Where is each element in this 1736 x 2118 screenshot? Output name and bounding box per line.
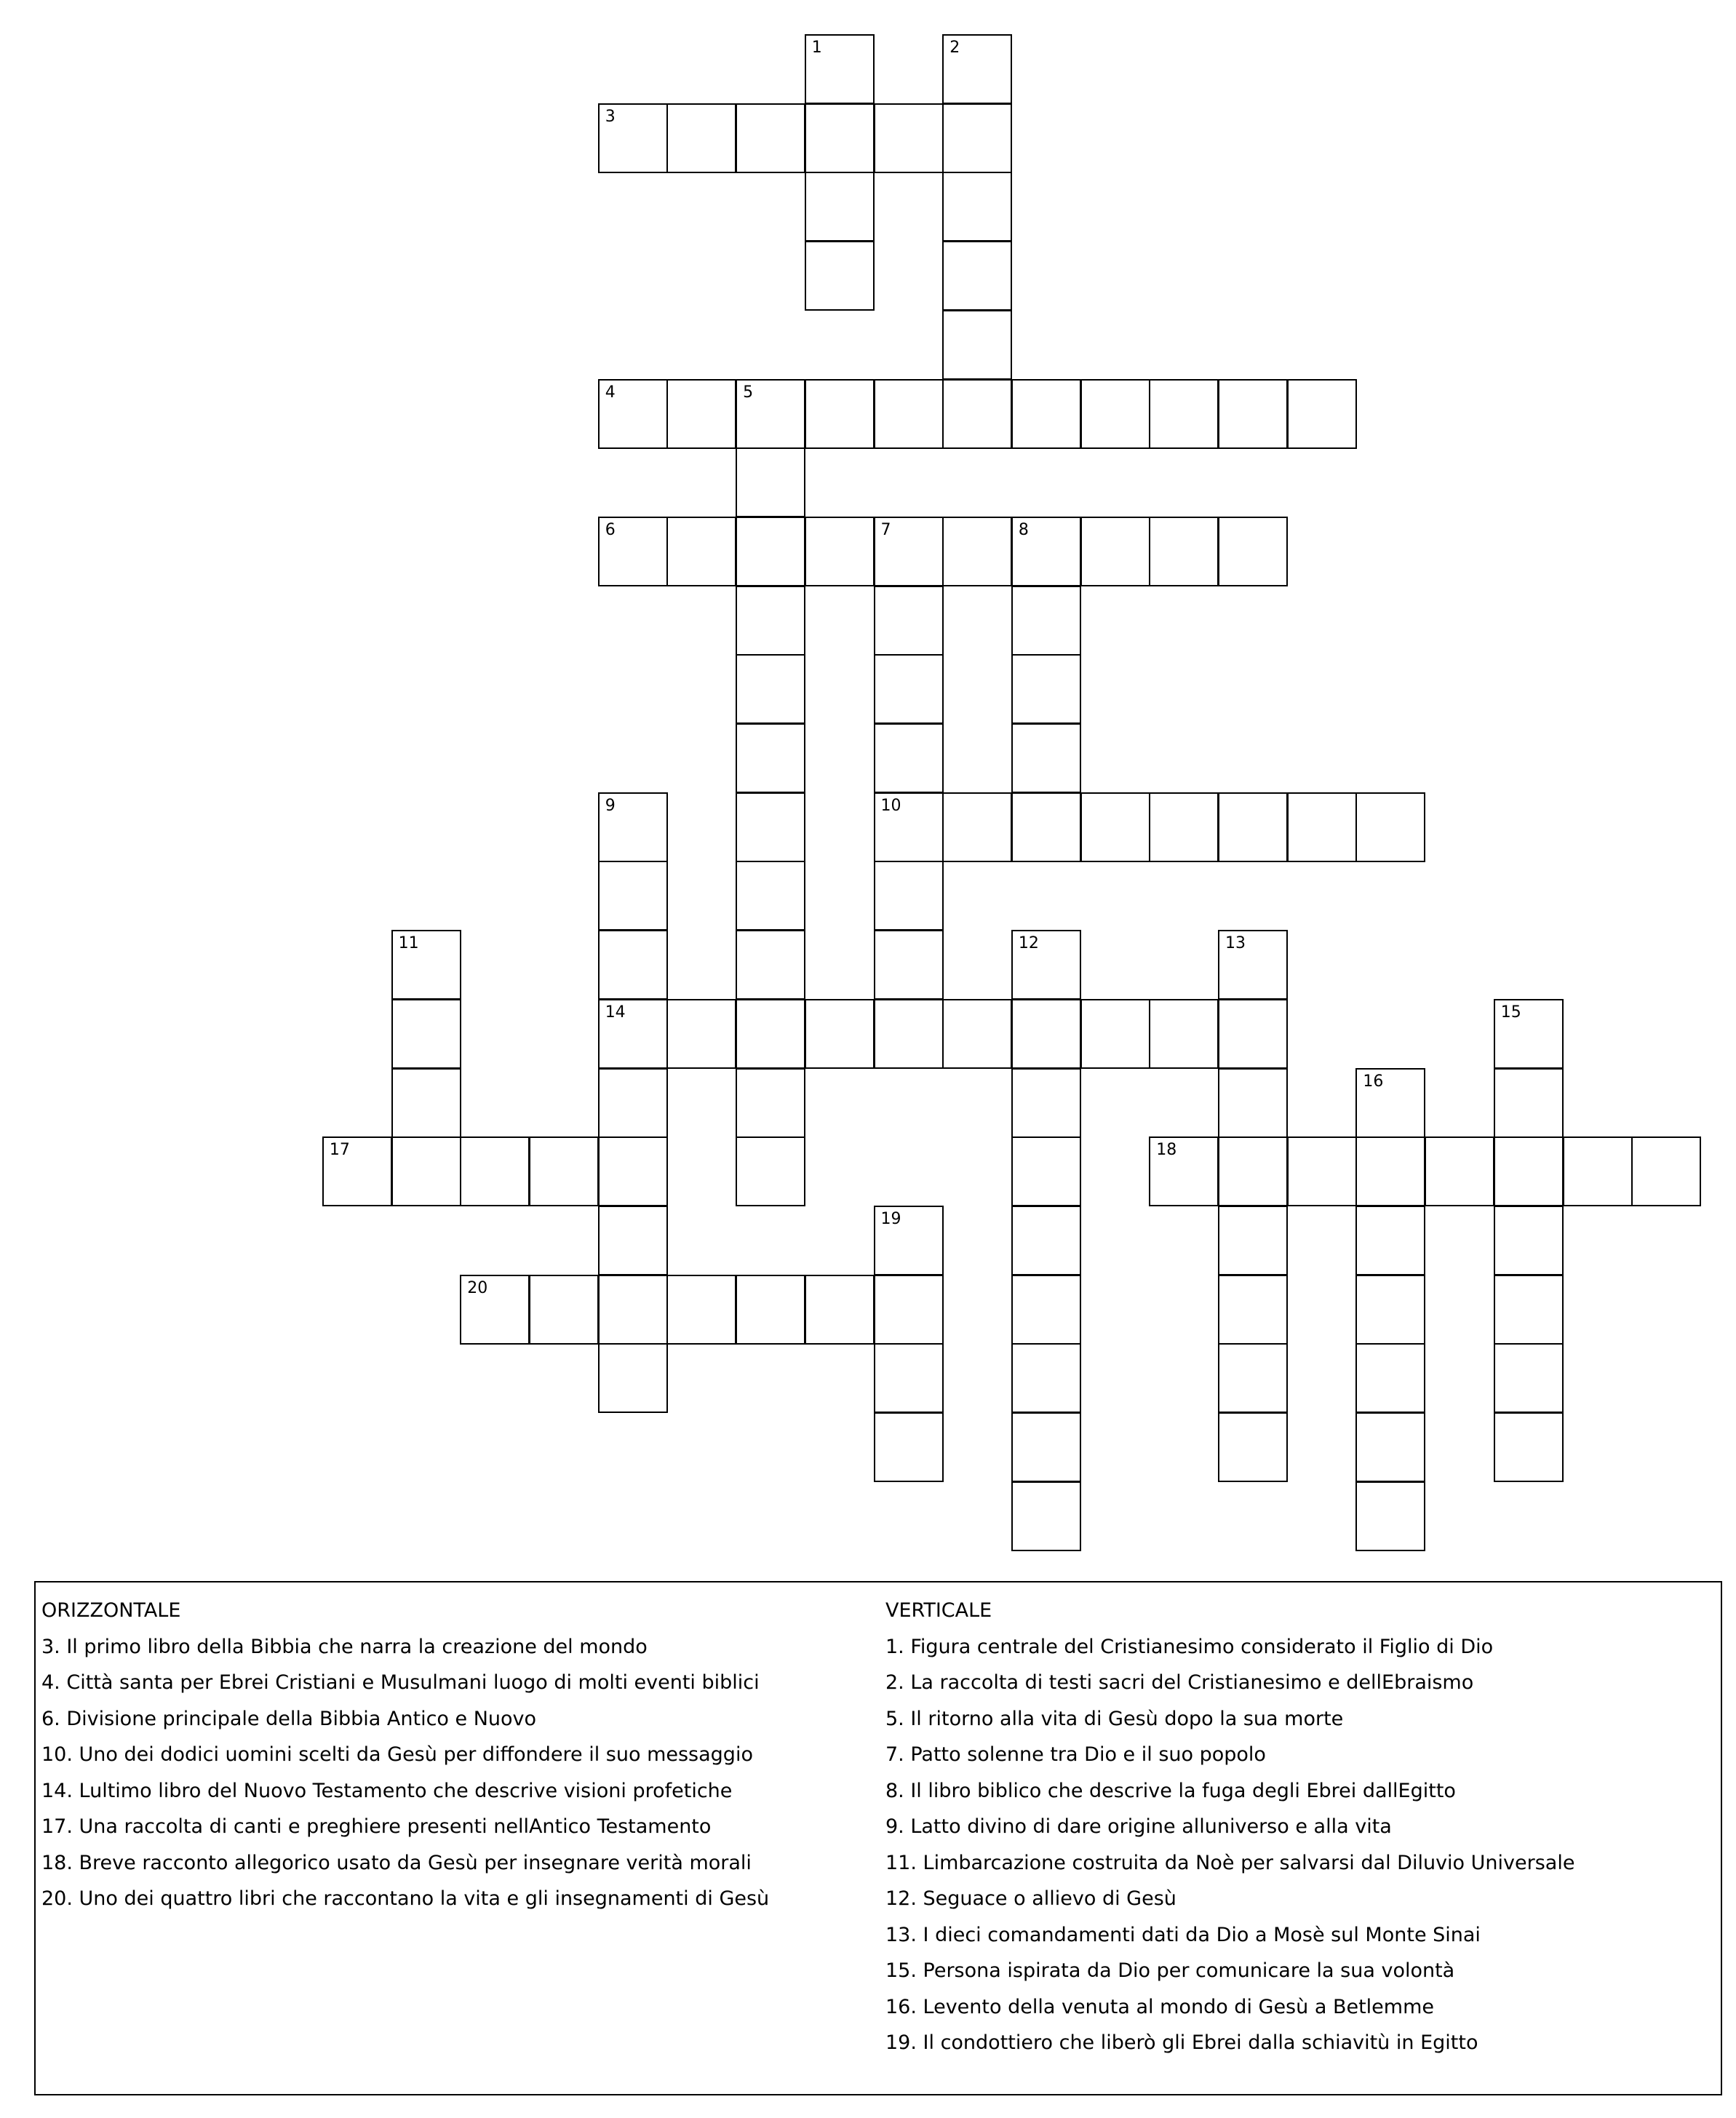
grid-cell[interactable] bbox=[874, 1343, 944, 1413]
grid-cell[interactable] bbox=[736, 103, 805, 173]
grid-cell[interactable] bbox=[942, 241, 1012, 311]
grid-cell[interactable] bbox=[666, 1275, 736, 1345]
grid-cell[interactable] bbox=[1011, 654, 1081, 724]
grid-cell[interactable] bbox=[736, 379, 805, 449]
clue-number: 3 bbox=[605, 107, 616, 126]
grid-cell[interactable] bbox=[874, 1412, 944, 1482]
grid-cell[interactable] bbox=[1218, 999, 1288, 1069]
clue-number: 8 bbox=[1018, 520, 1029, 539]
grid-cell[interactable] bbox=[736, 586, 805, 656]
grid-cell[interactable] bbox=[391, 1068, 461, 1138]
grid-cell[interactable] bbox=[529, 1275, 599, 1345]
grid-cell[interactable] bbox=[1149, 379, 1219, 449]
grid-cell[interactable] bbox=[942, 172, 1012, 242]
grid-cell[interactable] bbox=[1494, 1136, 1564, 1206]
clue-number: 6 bbox=[605, 520, 616, 539]
grid-cell[interactable] bbox=[1011, 1412, 1081, 1482]
grid-cell[interactable] bbox=[1494, 1206, 1564, 1275]
grid-cell[interactable] bbox=[1355, 1412, 1425, 1482]
grid-cell[interactable] bbox=[736, 861, 805, 931]
grid-cell[interactable] bbox=[1494, 1343, 1564, 1413]
grid-cell[interactable] bbox=[736, 723, 805, 793]
grid-cell[interactable] bbox=[1011, 723, 1081, 793]
across-clue: 14. Lultimo libro del Nuovo Testamento che descrive visioni profetiche bbox=[41, 1779, 733, 1802]
grid-cell[interactable] bbox=[666, 379, 736, 449]
grid-cell[interactable] bbox=[598, 1206, 668, 1275]
grid-cell[interactable] bbox=[1149, 792, 1219, 862]
grid-cell[interactable] bbox=[1011, 999, 1081, 1069]
grid-cell[interactable] bbox=[1080, 792, 1150, 862]
grid-cell[interactable] bbox=[1080, 379, 1150, 449]
down-clue: 13. I dieci comandamenti dati da Dio a Mosè sul Monte Sinai bbox=[885, 1923, 1481, 1946]
grid-cell[interactable] bbox=[598, 1275, 668, 1345]
grid-cell[interactable] bbox=[322, 1136, 392, 1206]
grid-cell[interactable] bbox=[598, 930, 668, 1000]
across-clue: 18. Breve racconto allegorico usato da Gesù per insegnare verità morali bbox=[41, 1851, 752, 1874]
clue-number: 14 bbox=[605, 1003, 626, 1022]
grid-cell[interactable] bbox=[1218, 1412, 1288, 1482]
grid-cell[interactable] bbox=[1494, 999, 1564, 1069]
grid-cell[interactable] bbox=[460, 1136, 530, 1206]
grid-cell[interactable] bbox=[598, 792, 668, 862]
across-clue: 17. Una raccolta di canti e preghiere presenti nellAntico Testamento bbox=[41, 1815, 712, 1838]
grid-cell[interactable] bbox=[1218, 517, 1288, 586]
grid-cell[interactable] bbox=[1494, 1068, 1564, 1138]
grid-cell[interactable] bbox=[1218, 792, 1288, 862]
across-clue: 10. Uno dei dodici uomini scelti da Gesù per diffondere il suo messaggio bbox=[41, 1743, 753, 1766]
grid-cell[interactable] bbox=[736, 1068, 805, 1138]
grid-cell[interactable] bbox=[598, 1068, 668, 1138]
grid-cell[interactable] bbox=[1011, 517, 1081, 586]
grid-cell[interactable] bbox=[1218, 1275, 1288, 1345]
grid-cell[interactable] bbox=[942, 34, 1012, 104]
down-clue: 9. Latto divino di dare origine alluniverso e alla vita bbox=[885, 1815, 1392, 1838]
grid-cell[interactable] bbox=[1355, 1275, 1425, 1345]
grid-cell[interactable] bbox=[598, 103, 668, 173]
grid-cell[interactable] bbox=[736, 792, 805, 862]
grid-cell[interactable] bbox=[598, 1136, 668, 1206]
grid-cell[interactable] bbox=[1011, 379, 1081, 449]
down-clue: 19. Il condottiero che liberò gli Ebrei dalla schiavitù in Egitto bbox=[885, 2031, 1478, 2054]
grid-cell[interactable] bbox=[1563, 1136, 1633, 1206]
down-clue: 2. La raccolta di testi sacri del Cristianesimo e dellEbraismo bbox=[885, 1671, 1474, 1694]
grid-cell[interactable] bbox=[1218, 1206, 1288, 1275]
grid-cell[interactable] bbox=[1425, 1136, 1494, 1206]
clue-number: 11 bbox=[398, 934, 419, 953]
grid-cell[interactable] bbox=[942, 999, 1012, 1069]
grid-cell[interactable] bbox=[460, 1275, 530, 1345]
grid-cell[interactable] bbox=[736, 447, 805, 517]
clue-number: 4 bbox=[605, 383, 616, 402]
grid-cell[interactable] bbox=[1494, 1412, 1564, 1482]
clue-number: 19 bbox=[880, 1209, 901, 1228]
grid-cell[interactable] bbox=[1355, 792, 1425, 862]
grid-cell[interactable] bbox=[805, 999, 875, 1069]
clue-number: 15 bbox=[1500, 1003, 1521, 1022]
grid-cell[interactable] bbox=[1011, 1206, 1081, 1275]
grid-cell[interactable] bbox=[874, 999, 944, 1069]
grid-cell[interactable] bbox=[1218, 1068, 1288, 1138]
grid-cell[interactable] bbox=[874, 792, 944, 862]
grid-cell[interactable] bbox=[1011, 1343, 1081, 1413]
clue-number: 10 bbox=[880, 796, 901, 815]
grid-cell[interactable] bbox=[1355, 1206, 1425, 1275]
grid-cell[interactable] bbox=[1011, 1481, 1081, 1551]
grid-cell[interactable] bbox=[736, 1275, 805, 1345]
clue-number: 7 bbox=[880, 520, 891, 539]
grid-cell[interactable] bbox=[1355, 1136, 1425, 1206]
clue-number: 18 bbox=[1156, 1141, 1177, 1160]
grid-cell[interactable] bbox=[874, 379, 944, 449]
grid-cell[interactable] bbox=[805, 34, 875, 104]
down-clue: 5. Il ritorno alla vita di Gesù dopo la sua morte bbox=[885, 1707, 1344, 1730]
grid-cell[interactable] bbox=[1355, 1481, 1425, 1551]
grid-cell[interactable] bbox=[1011, 1136, 1081, 1206]
grid-cell[interactable] bbox=[736, 999, 805, 1069]
grid-cell[interactable] bbox=[874, 930, 944, 1000]
down-clue: 12. Seguace o allievo di Gesù bbox=[885, 1887, 1176, 1910]
grid-cell[interactable] bbox=[1631, 1136, 1701, 1206]
grid-cell[interactable] bbox=[874, 723, 944, 793]
across-clue: 20. Uno dei quattro libri che raccontano la vita e gli insegnamenti di Gesù bbox=[41, 1887, 770, 1910]
grid-cell[interactable] bbox=[1218, 930, 1288, 1000]
grid-cell[interactable] bbox=[666, 517, 736, 586]
grid-cell[interactable] bbox=[1011, 586, 1081, 656]
across-clue: 3. Il primo libro della Bibbia che narra la creazione del mondo bbox=[41, 1635, 648, 1658]
across-heading: ORIZZONTALE bbox=[41, 1599, 181, 1622]
down-clue: 8. Il libro biblico che descrive la fuga degli Ebrei dallEgitto bbox=[885, 1779, 1456, 1802]
grid-cell[interactable] bbox=[874, 861, 944, 931]
grid-cell[interactable] bbox=[1494, 1275, 1564, 1345]
across-clues bbox=[41, 1593, 878, 1917]
clue-number: 9 bbox=[605, 796, 616, 815]
grid-cell[interactable] bbox=[598, 999, 668, 1069]
grid-cell[interactable] bbox=[391, 1136, 461, 1206]
grid-cell[interactable] bbox=[1218, 379, 1288, 449]
clue-number: 12 bbox=[1018, 934, 1039, 953]
grid-cell[interactable] bbox=[942, 517, 1012, 586]
grid-cell[interactable] bbox=[1149, 517, 1219, 586]
down-heading: VERTICALE bbox=[885, 1599, 992, 1622]
grid-cell[interactable] bbox=[942, 379, 1012, 449]
grid-cell[interactable] bbox=[805, 172, 875, 242]
across-clue: 6. Divisione principale della Bibbia Antico e Nuovo bbox=[41, 1707, 537, 1730]
grid-cell[interactable] bbox=[874, 1275, 944, 1345]
grid-cell[interactable] bbox=[1355, 1343, 1425, 1413]
clue-number: 2 bbox=[949, 39, 960, 57]
grid-cell[interactable] bbox=[1149, 999, 1219, 1069]
grid-cell[interactable] bbox=[529, 1136, 599, 1206]
grid-cell[interactable] bbox=[1218, 1136, 1288, 1206]
grid-cell[interactable] bbox=[1218, 1343, 1288, 1413]
grid-cell[interactable] bbox=[736, 517, 805, 586]
clue-number: 13 bbox=[1225, 934, 1246, 953]
grid-cell[interactable] bbox=[874, 103, 944, 173]
grid-cell[interactable] bbox=[874, 586, 944, 656]
down-clue: 11. Limbarcazione costruita da Noè per salvarsi dal Diluvio Universale bbox=[885, 1851, 1575, 1874]
down-clue: 7. Patto solenne tra Dio e il suo popolo bbox=[885, 1743, 1266, 1766]
clue-number: 5 bbox=[743, 383, 754, 402]
grid-cell[interactable] bbox=[736, 930, 805, 1000]
grid-cell[interactable] bbox=[598, 379, 668, 449]
grid-cell[interactable] bbox=[1011, 1275, 1081, 1345]
clues-box bbox=[34, 1581, 1722, 2095]
grid-cell[interactable] bbox=[391, 930, 461, 1000]
grid-cell[interactable] bbox=[391, 999, 461, 1069]
grid-cell[interactable] bbox=[736, 654, 805, 724]
grid-cell[interactable] bbox=[1355, 1068, 1425, 1138]
grid-cell[interactable] bbox=[1287, 792, 1357, 862]
clue-number: 16 bbox=[1363, 1072, 1384, 1091]
across-clue: 4. Città santa per Ebrei Cristiani e Musulmani luogo di molti eventi biblici bbox=[41, 1671, 760, 1694]
grid-cell[interactable] bbox=[1011, 792, 1081, 862]
grid-cell[interactable] bbox=[942, 310, 1012, 380]
grid-cell[interactable] bbox=[666, 999, 736, 1069]
down-clues bbox=[885, 1593, 1715, 2061]
grid-cell[interactable] bbox=[598, 517, 668, 586]
grid-cell[interactable] bbox=[805, 241, 875, 311]
grid-cell[interactable] bbox=[1011, 1068, 1081, 1138]
grid-cell[interactable] bbox=[805, 1275, 875, 1345]
grid-cell[interactable] bbox=[598, 861, 668, 931]
clue-number: 17 bbox=[329, 1141, 350, 1160]
grid-cell[interactable] bbox=[942, 792, 1012, 862]
grid-cell[interactable] bbox=[805, 379, 875, 449]
down-clue: 15. Persona ispirata da Dio per comunicare la sua volontà bbox=[885, 1959, 1455, 1982]
clue-number: 20 bbox=[467, 1278, 488, 1297]
grid-cell[interactable] bbox=[942, 103, 1012, 173]
grid-cell[interactable] bbox=[874, 654, 944, 724]
down-clue: 16. Levento della venuta al mondo di Gesù a Betlemme bbox=[885, 1995, 1434, 2018]
clue-number: 1 bbox=[811, 39, 822, 57]
grid-cell[interactable] bbox=[598, 1343, 668, 1413]
grid-cell[interactable] bbox=[666, 103, 736, 173]
grid-cell[interactable] bbox=[1080, 999, 1150, 1069]
grid-cell[interactable] bbox=[874, 517, 944, 586]
grid-cell[interactable] bbox=[1287, 1136, 1357, 1206]
grid-cell[interactable] bbox=[1149, 1136, 1219, 1206]
grid-cell[interactable] bbox=[1287, 379, 1357, 449]
grid-cell[interactable] bbox=[805, 517, 875, 586]
grid-cell[interactable] bbox=[736, 1136, 805, 1206]
grid-cell[interactable] bbox=[1080, 517, 1150, 586]
grid-cell[interactable] bbox=[874, 1206, 944, 1275]
grid-cell[interactable] bbox=[1011, 930, 1081, 1000]
down-clue: 1. Figura centrale del Cristianesimo considerato il Figlio di Dio bbox=[885, 1635, 1494, 1658]
grid-cell[interactable] bbox=[805, 103, 875, 173]
